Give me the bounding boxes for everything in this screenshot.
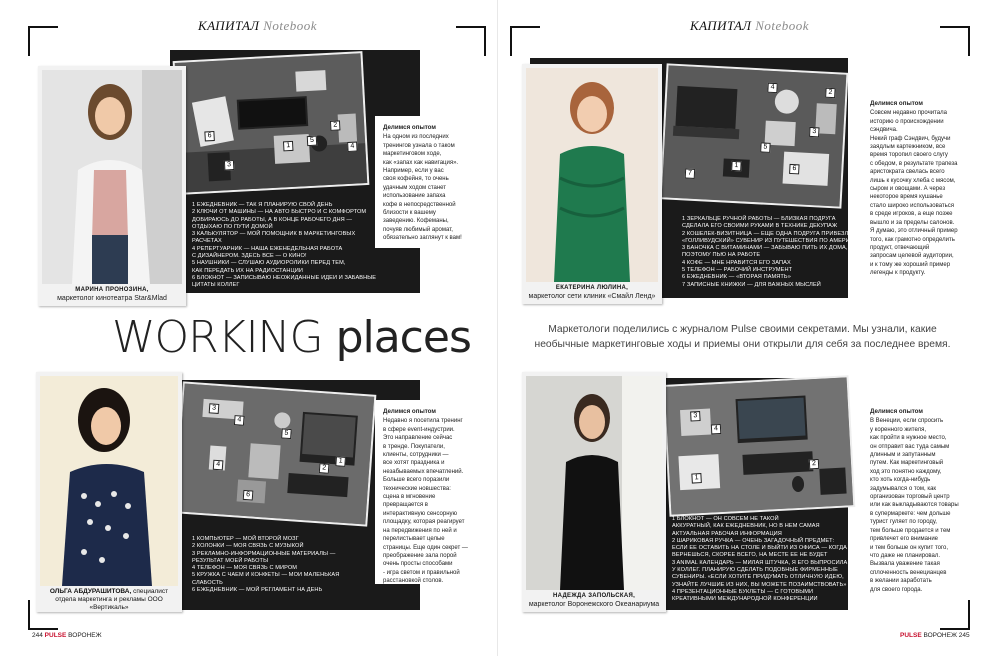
sidebar-line: страницы. Еще один секрет — [383,544,468,551]
brand-logo: PULSE [44,632,67,639]
list-item: 1 ЗЕРКАЛЬЦЕ РУЧНОЙ РАБОТЫ — БЛИЗКАЯ ПОДРУГА [682,216,836,222]
desk-photo [175,53,368,193]
section-name: КАПИТАЛ [690,18,752,33]
sidebar-line: организован торговый центр [870,494,950,501]
portrait-card [38,66,186,306]
article-intro: Маркетологи поделились с журналом Pulse своими секретами. Мы узнали, какие необычные маркетинговые ходы и приемы они открыли для себя за последнее время. [534,324,951,350]
list-item: 1 БЛОКНОТ — ОН СОВСЕМ НЕ ТАКОЙ [672,516,779,522]
sidebar-line: клиенты, сотрудники — [383,452,449,459]
sidebar-line: кофе в непосредственной [383,201,456,208]
sidebar-line: в желании заработать [870,578,932,585]
list-item: 1 КОМПЬЮТЕР — МОЙ ВТОРОЙ МОЗГ [192,536,299,542]
list-item: 3 БАНОЧКА С ВИТАМИНАМИ — ЗАБЫВАЮ ПИТЬ ИХ ДОМА, [682,245,848,252]
sidebar-line: Вызвала уважение такая [870,561,940,568]
sidebar-line: как «запах как навигация». [383,159,459,166]
sidebar-line: Я думаю, это отличный пример [870,228,958,235]
sidebar-line: заядлым картежником, все [870,144,946,151]
section-header-right [690,18,809,34]
list-item: 5 КРУЖКА С ЧАЕМ И КОНФЕТЫ — МОИ МАЛЕНЬКАЯ [192,572,340,579]
sidebar-line: в супермаркете: чем дольше [870,510,951,517]
sidebar-line: - игра светом и правильной [383,569,460,576]
person-role: маркетолог Воронежского Океанариума [528,601,660,608]
item-marker: 6 [204,131,215,142]
section-subname: Notebook [755,18,810,33]
sidebar-line: интерактивную сенсорную [383,510,458,517]
item-marker: 2 [809,459,820,470]
items-list [192,536,339,594]
list-item: 4 ТЕЛЕФОН — МОЯ СВЯЗЬ С МИРОМ [192,565,298,572]
item-marker: 2 [330,120,341,131]
sidebar-line: удачным ходом станет [383,184,447,191]
list-item: 5 ТЕЛЕФОН — РАБОЧИЙ ИНСТРУМЕНТ [682,267,793,274]
desk-illustration [176,384,374,525]
sidebar-line: запросам целевой аудитории, [870,253,954,260]
sidebar-line: перелистывает целые [383,536,445,543]
sidebar-line: того, как грамотно определить [870,236,955,243]
list-item: АКТУАЛЬНАЯ РАБОЧАЯ ИНФОРМАЦИЯ [672,530,782,537]
folio-left [32,632,102,639]
list-item: 4 КОФЕ — МНЕ НРАВИТСЯ ЕГО ЗАПАХ [682,259,791,266]
item-marker: 6 [789,164,800,175]
sidebar-line: ход это понятно каждому, [870,468,942,475]
sidebar-line: очень просты способами [383,561,453,568]
corner-ornament [456,26,486,56]
sidebar-line: время торопил своего слугу [870,152,948,159]
sidebar-line: заведению. Кофеманы, [383,218,449,225]
sidebar-line: маркетинговом ходе, [383,151,442,158]
city-label: ВОРОНЕЖ [68,632,102,639]
sidebar-line: турист гуляет по городу, [870,519,937,526]
sidebar-line: Больше всего поразили [383,477,450,484]
sidebar-line: с обедом, в результате трапеза [870,160,958,167]
title-light: places [335,312,471,363]
item-marker: 4 [767,83,778,94]
item-marker: 6 [243,490,254,501]
tip-sidebar [375,400,475,584]
sidebar-line: Недавно я посетила тренинг [383,418,463,425]
sidebar-line: как пройти в нужное место, [870,435,947,442]
list-item: ОТДЫХАЮ ПО ПУТИ ДОМОЙ [192,223,273,230]
sidebar-line: Например, если у вас [383,168,444,175]
list-item: РАСЧЕТАХ [192,238,222,245]
sidebar-line: продукт, отвечающий [870,244,930,251]
sidebar-line: на передвижения по ней и [383,527,457,534]
corner-ornament [940,600,970,630]
sidebar-line: лишь к кусочку хлеба с мясом, [870,177,956,184]
page-gutter [497,0,498,656]
item-marker: 5 [760,142,771,153]
item-marker: 1 [283,141,294,152]
portrait-photo [526,376,662,590]
section-name: КАПИТАЛ [198,18,260,33]
list-item: 4 РЕПЕРТУАРНИК — НАША ЕЖЕНЕДЕЛЬНАЯ РАБОТА [192,245,343,252]
list-item: 2 ШАРИКОВАЯ РУЧКА — ОЧЕНЬ ЗАГАДОЧНЫЙ ПРЕДМЕТ: [672,537,835,544]
portrait-card [522,372,666,612]
sidebar-line: близости к вашему [383,210,436,217]
sidebar-line: все хотят праздника и [383,460,445,467]
person-name: НАДЕЖДА ЗАПОЛЬСКАЯ, [552,593,636,599]
tip-sidebar [862,400,972,596]
list-item: 2 КОЛОНКИ — МОЯ СВЯЗЬ С МУЗЫКОЙ [192,543,304,550]
page-number: 244 [32,632,43,639]
sidebar-line: сэндвича. [870,127,898,134]
sidebar-line: Совсем недавно прочитала [870,110,947,117]
sidebar-title: Делимся опытом [870,408,923,415]
sidebar-line: превращается в [383,502,428,509]
person-role: специалист отдела маркетинга и рекламы ООО «Вертикаль» [55,588,169,611]
sidebar-line: вышло и за пределы салонов. [870,219,955,226]
sidebar-line: преображение зала порой [383,552,457,559]
list-item: 3 ANIMAL КАЛЕНДАРЬ — МИЛАЯ ШТУЧКА, Я ЕГО ВЫПРОСИЛА [672,559,848,566]
sidebar-line: сцена в мгновение [383,494,436,501]
sidebar-line: и тем больше он купит того, [870,544,949,551]
portrait-card [522,64,662,304]
person-illustration [526,376,662,590]
sidebar-line: что даже не планировал. [870,552,941,559]
folio-right [900,632,970,639]
section-header-left [198,18,317,34]
list-item: 6 БЛОКНОТ — ЗАПИСЫВАЮ НЕОЖИДАННЫЕ ИДЕИ И ЗАБАВНЫЕ [192,274,377,281]
portrait-card [36,372,182,612]
sidebar-title: Делимся опытом [870,100,923,107]
sidebar-line: незабываемых впечатлений. [383,468,464,475]
desk-illustration [665,377,853,514]
sidebar-line: у коренного жителя, [870,426,926,433]
desk-photo [176,384,374,525]
sidebar-line: историю о происхождении [870,118,944,125]
person-illustration [40,376,178,586]
tip-sidebar [375,116,475,248]
sidebar-line: технические новшества: [383,485,451,492]
item-marker: 5 [281,428,292,439]
list-item: 2 КОШЕЛЕК-ВИЗИТНИЦА — ЕЩЕ ОДНА ПОДРУГА ПРИВЕЗЛА [682,230,853,237]
item-marker: 3 [690,411,701,422]
list-item: 7 ЗАПИСНЫЕ КНИЖКИ — ДЛЯ ВАЖНЫХ МЫСЛЕЙ [682,281,821,288]
item-marker: 5 [307,136,318,147]
list-item: ЦИТАТЫ КОЛЛЕГ [192,282,240,289]
portrait-photo [42,70,182,284]
list-item: КАК ПЕРЕДАТЬ ИХ НА РАДИОСТАНЦИИ [192,267,303,274]
person-illustration [42,70,182,284]
list-item: 1 ЕЖЕДНЕВНИК — ТАК Я ПЛАНИРУЮ СВОЙ ДЕНЬ [192,202,333,208]
sidebar-line: почуяв любимый аромат, [383,226,453,233]
person-caption [40,588,178,612]
list-item: ДОБИРАЮСЬ ДО РАБОТЫ, А В КОНЦЕ РАБОЧЕГО ДНЯ — [192,216,353,223]
sidebar-line: для своего города. [870,586,923,593]
list-item: 4 ПРЕЗЕНТАЦИОННЫЕ БУКЛЕТЫ — С ГОТОВЫМИ [672,588,814,595]
list-item: СЛАБОСТЬ [192,579,223,586]
person-name: ЕКАТЕРИНА ЛЮЛИНА, [555,285,629,291]
portrait-photo [40,376,178,586]
list-item: С ДИЗАЙНЕРОМ. ЗДЕСЬ ВСЕ — О КИНО! [192,253,307,260]
sidebar-line: в тренде. Покупатели, [383,443,445,450]
city-label: ВОРОНЕЖ [923,632,957,639]
list-item: СУВЕНИРЫ. «ЕСЛИ ХОТИТЕ ПРИДУМАТЬ ОТЛИЧНУЮ ИДЕЮ, [672,574,844,581]
sidebar-line: он отправит вас туда самым [870,443,950,450]
list-item: 3 КАЛЬКУЛЯТОР — МОЙ ПОМОЩНИК В МАРКЕТИНГОВЫХ [192,231,356,238]
list-item: РЕЗУЛЬТАТ МОЕЙ РАБОТЫ [192,557,269,564]
sidebar-line: кто хоть когда-нибудь [870,477,931,484]
sidebar-title: Делимся опытом [383,124,436,131]
list-item: 6 ЕЖЕДНЕВНИК — МОЙ РЕГЛАМЕНТ НА ДЕНЬ [192,587,323,594]
sidebar-line: в сфере event-индустрии. [383,426,455,433]
person-role: маркетолог сети клиник «Смайл Ленд» [528,293,656,300]
item-marker: 4 [711,424,722,435]
item-marker: 7 [685,168,696,179]
person-illustration [526,68,658,282]
sidebar-line: тем больше продается и тем [870,527,951,534]
sidebar-line: некоторое время кушанье [870,194,943,201]
sidebar-line: сыром и овощами. А через [870,186,946,193]
items-list [682,216,857,289]
list-item: «ГОЛЛИВУДСКИЙ» СУВЕНИР ИЗ ПУТЕШЕСТВИЯ ПО АМЕРИКЕ [682,237,858,244]
sidebar-line: длинным и запутанным [870,452,936,459]
corner-ornament [940,26,970,56]
sidebar-line: или как выкладываются товары [870,502,959,509]
item-marker: 2 [825,88,836,99]
sidebar-line: расстановкой столов. [383,578,444,585]
article-title [112,312,471,363]
sidebar-line: На одном из последних [383,134,449,141]
list-item: УЗНАЙТЕ ЛУЧШИЕ ИЗ НИХ, ВЫ МОЖЕТЕ ПОЗАИМСТВОВАТЬ» [672,581,847,588]
sidebar-line: площадку, которая реагирует [383,519,465,526]
person-name: МАРИНА ПРОНОЗИНА, [75,287,149,293]
list-item: У КОЛЛЕГ. ПЛАНИРУЮ СДЕЛАТЬ ПОДОБНЫЕ ФИРМЕННЫЕ [672,567,838,574]
list-item: ВЕРНЕШЬСЯ, СКОРЕЕ ВСЕГО, НА МЕСТЕ ЕЕ НЕ БУДЕТ [672,552,828,559]
sidebar-line: Это направление сейчас [383,435,453,442]
desk-photo [665,377,853,514]
section-subname: Notebook [263,18,318,33]
portrait-photo [526,68,658,282]
sidebar-line: Некий граф Сэндвич, будучи [870,135,951,142]
sidebar-line: аристократа свелась всего [870,169,945,176]
sidebar-line: стало широко использоваться [870,202,955,209]
list-item: ПОЭТОМУ ПЬЮ НА РАБОТЕ [682,252,761,259]
title-bold: WORKING [112,312,323,363]
item-marker: 1 [335,456,346,467]
sidebar-line: обязательно заглянут к вам! [383,235,462,242]
sidebar-line: в среде игроков, а еще позже [870,211,953,218]
item-marker: 1 [691,473,702,484]
page-number: 245 [958,632,970,639]
list-item: 2 КЛЮЧИ ОТ МАШИНЫ — НА АВТО БЫСТРО И С КОМФОРТОМ [192,209,367,216]
sidebar-line: использование запаха [383,193,446,200]
item-marker: 3 [224,160,235,171]
item-marker: 2 [319,463,330,474]
list-item: 5 НАУШНИКИ — СЛУШАЮ АУДИОРОЛИКИ ПЕРЕД ТЕМ, [192,260,346,267]
list-item: СДЕЛАЛА ЕГО СВОИМИ РУКАМИ В ТЕХНИКЕ ДЕКУПАЖ [682,223,838,230]
list-item: ЕСЛИ ЕЕ ОСТАВИТЬ НА СТОЛЕ И ВЫЙТИ ИЗ ОФИСА — КОГДА [672,545,847,552]
item-marker: 3 [209,403,220,414]
sidebar-line: задумывался о том, как [870,485,937,492]
sidebar-line: тренингов узнала о таком [383,142,455,149]
item-marker: 3 [809,127,820,138]
sidebar-line: сплоченность венецианцев [870,569,947,576]
sidebar-line: легенды к продукту. [870,270,926,277]
item-marker: 4 [234,415,245,426]
list-item: 3 РЕКЛАМНО-ИНФОРМАЦИОННЫЕ МАТЕРИАЛЫ — [192,550,336,557]
sidebar-line: В Венеции, если спросить [870,418,944,425]
desk-photo [662,65,847,206]
items-list [672,516,847,604]
item-marker: 1 [731,161,742,172]
sidebar-title: Делимся опытом [383,408,436,415]
list-item: КРЕАТИВНЫМИ МЕЖДУНАРОДНОЙ КОНФЕРЕНЦИИ [672,596,818,603]
list-item: АККУРАТНЫЙ, КАК ЕЖЕДНЕВНИК, НО В НЕМ САМАЯ [672,523,820,530]
brand-logo: PULSE [900,632,922,639]
corner-ornament [28,26,58,56]
item-marker: 4 [213,460,224,471]
tip-sidebar [862,92,972,280]
corner-ornament [510,26,540,56]
sidebar-line: и к тому же хороший пример [870,261,951,268]
sidebar-line: своя кофейня, то очень [383,176,449,183]
list-item: 6 ЕЖЕДНЕВНИК — «ВТОРАЯ ПАМЯТЬ» [682,274,791,281]
person-name: ОЛЬГА АБДУРАШИТОВА, [49,588,132,595]
sidebar-line: привлечет его внимание [870,536,939,543]
items-list [192,202,376,290]
sidebar-line: путем. Как маркетинговый [870,460,944,467]
item-marker: 4 [347,142,358,153]
person-role: маркетолог кинотеатра Star&Mlad [57,295,167,302]
